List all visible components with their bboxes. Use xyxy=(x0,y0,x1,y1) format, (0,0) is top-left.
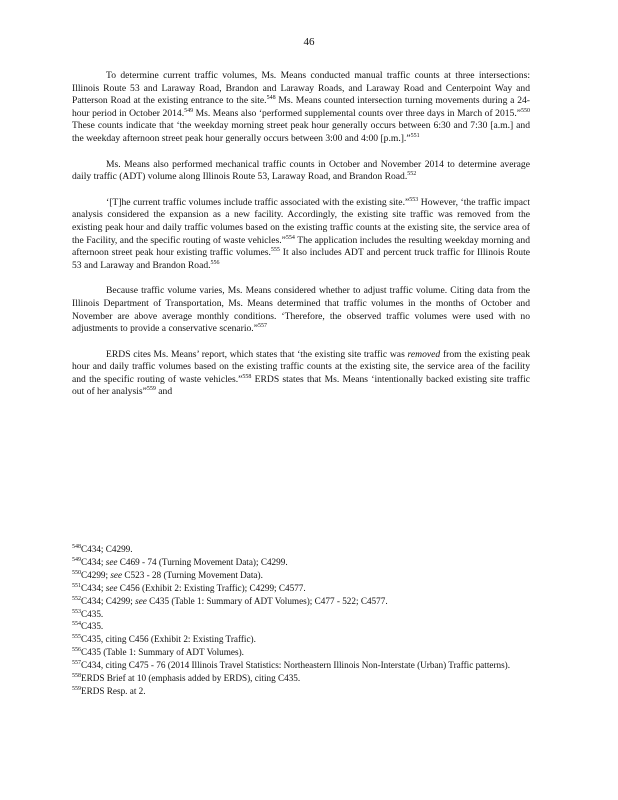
footnote xyxy=(72,646,532,659)
footnote-number: 552 xyxy=(72,595,81,602)
footnotes-section xyxy=(72,543,532,698)
paragraph-volume-adjustment xyxy=(72,285,530,335)
footnote xyxy=(72,633,532,646)
emphasis-text: removed xyxy=(407,348,441,360)
text-run: C435. xyxy=(81,621,104,632)
footnote-number: 557 xyxy=(72,660,81,667)
footnote-ref: 551 xyxy=(410,132,420,139)
footnote-ref: 550 xyxy=(521,107,530,114)
footnote xyxy=(72,620,532,633)
footnote-number: 555 xyxy=(72,634,81,641)
footnote-ref: 548 xyxy=(266,95,276,101)
footnote-number: 554 xyxy=(72,621,81,628)
text-run: C434, citing C475 - 76 (2014 Illinois Travel Statistics: Northeastern Illinois Non-Interstate (Urban) Traffic patterns). xyxy=(81,660,511,671)
text-run: C434; xyxy=(81,582,106,593)
footnote-ref: 554 xyxy=(285,234,295,241)
footnote-ref: 558 xyxy=(242,373,252,380)
text-run: C456 (Exhibit 2: Existing Traffic); C4299; C4577. xyxy=(117,582,306,593)
text-run: ERDS Brief at 10 (emphasis added by ERDS), citing C435. xyxy=(81,673,301,684)
footnote-number: 549 xyxy=(72,556,81,563)
text-run: These counts indicate that ‘the weekday morning street peak hour generally occurs between 6:30 and 7:30 [a.m.] and the weekday afternoon street peak hour generally occurs between 3:00 and 4:00 [p.m.].” xyxy=(72,120,530,144)
text-run: ‘[T]he current traffic volumes include traffic associated with the existing site.” xyxy=(106,196,410,208)
text-run: It also includes ADT and percent truck traffic for Illinois Route 53 and Laraway and Brandon Road. xyxy=(72,247,530,271)
footnote-number: 551 xyxy=(72,582,81,589)
text-run: C523 - 28 (Turning Movement Data). xyxy=(122,569,263,580)
emphasis-text: see xyxy=(110,569,123,580)
text-run: However, ‘the traffic impact analysis considered the expansion as a new facility. Accordingly, the existing site traffic was removed from the existing peak hour and daily traffic volumes based on the existing traffic counts at the existing site, the service area of the Facility, and the specific routing of waste vehicles.” xyxy=(72,196,530,246)
text-run: C434; xyxy=(81,556,106,567)
paragraph-existing-site-traffic xyxy=(72,197,530,273)
text-run: C469 - 74 (Turning Movement Data); C4299. xyxy=(117,556,288,567)
footnote-number: 550 xyxy=(72,569,81,576)
page-number: 46 xyxy=(303,36,315,48)
text-run: Because traffic volume varies, Ms. Means considered whether to adjust traffic volume. Citing data from the Illinois Department of Transportation, Ms. Means determined that traffic volumes in the months of October and November are above average monthly conditions. ‘Therefore, the observed traffic volumes were used with no adjustments to provide a conservative scenario.” xyxy=(72,285,530,335)
text-run: C435, citing C456 (Exhibit 2: Existing Traffic). xyxy=(81,634,256,645)
text-run: ERDS states that Ms. Means ‘intentionally backed existing site traffic out of her analysis” xyxy=(72,373,530,398)
footnote xyxy=(72,543,532,556)
text-run: C4299; xyxy=(81,569,111,580)
text-run: To determine current traffic volumes, Ms. Means conducted manual traffic counts at three intersections: Illinois Route 53 and Laraway Road, Brandon and Laraway Roads, and Laraway Road and Centerpoint Way and Patterson Road at the existing entrance to the site. xyxy=(72,70,530,107)
footnote-number: 559 xyxy=(72,685,81,692)
body-text xyxy=(72,70,530,399)
text-run: from the existing peak hour and daily traffic volumes based on the existing traffic counts at the existing site, the service area of the facility and the specific routing of waste vehicles.” xyxy=(72,348,530,385)
text-run: C434; C4299; xyxy=(81,595,136,606)
paragraph-traffic-counts xyxy=(72,70,530,146)
text-run: C435. xyxy=(81,608,104,619)
footnote xyxy=(72,685,532,698)
footnote xyxy=(72,672,532,685)
footnote-ref: 552 xyxy=(407,170,417,177)
footnote-ref: 549 xyxy=(184,107,194,114)
footnote-number: 548 xyxy=(72,543,81,550)
footnote xyxy=(72,582,532,595)
paragraph-mechanical-counts xyxy=(72,159,530,184)
text-run: Ms. Means also performed mechanical traffic counts in October and November 2014 to determine average daily traffic (ADT) volume along Illinois Route 53, Laraway Road, and Brandon Road. xyxy=(72,158,530,183)
text-run: C434; C4299. xyxy=(81,544,133,554)
text-run: The application includes the resulting weekday morning and afternoon street peak hour existing traffic volumes. xyxy=(72,234,530,259)
footnote-ref: 557 xyxy=(257,322,267,329)
text-run: ERDS cites Ms. Means’ report, which states that ‘the existing site traffic was xyxy=(106,348,408,360)
text-run: C435 (Table 1: Summary of ADT Volumes). xyxy=(81,647,244,658)
text-run: and xyxy=(155,386,173,398)
text-run: Ms. Means counted intersection turning movements during a 24-hour period in October 2014. xyxy=(72,95,530,119)
footnote-ref: 555 xyxy=(270,246,280,253)
footnote-number: 553 xyxy=(72,608,81,615)
footnote-number: 558 xyxy=(72,673,81,679)
emphasis-text: see xyxy=(135,595,147,606)
footnote-number: 556 xyxy=(72,647,81,654)
footnote xyxy=(72,608,532,621)
paragraph-erds-citation xyxy=(72,349,530,399)
text-run: C435 (Table 1: Summary of ADT Volumes); C477 - 522; C4577. xyxy=(146,595,388,606)
text-run: Ms. Means also ‘performed supplemental counts over three days in March of 2015.” xyxy=(193,107,521,119)
footnote xyxy=(72,595,532,608)
footnote xyxy=(72,556,532,569)
emphasis-text: see xyxy=(105,556,118,567)
footnote-ref: 559 xyxy=(146,386,156,393)
footnote-ref: 553 xyxy=(409,196,419,203)
text-run: ERDS Resp. at 2. xyxy=(81,685,146,696)
footnote xyxy=(72,659,532,672)
footnote xyxy=(72,569,532,582)
emphasis-text: see xyxy=(105,582,118,593)
footnote-ref: 556 xyxy=(210,259,220,266)
